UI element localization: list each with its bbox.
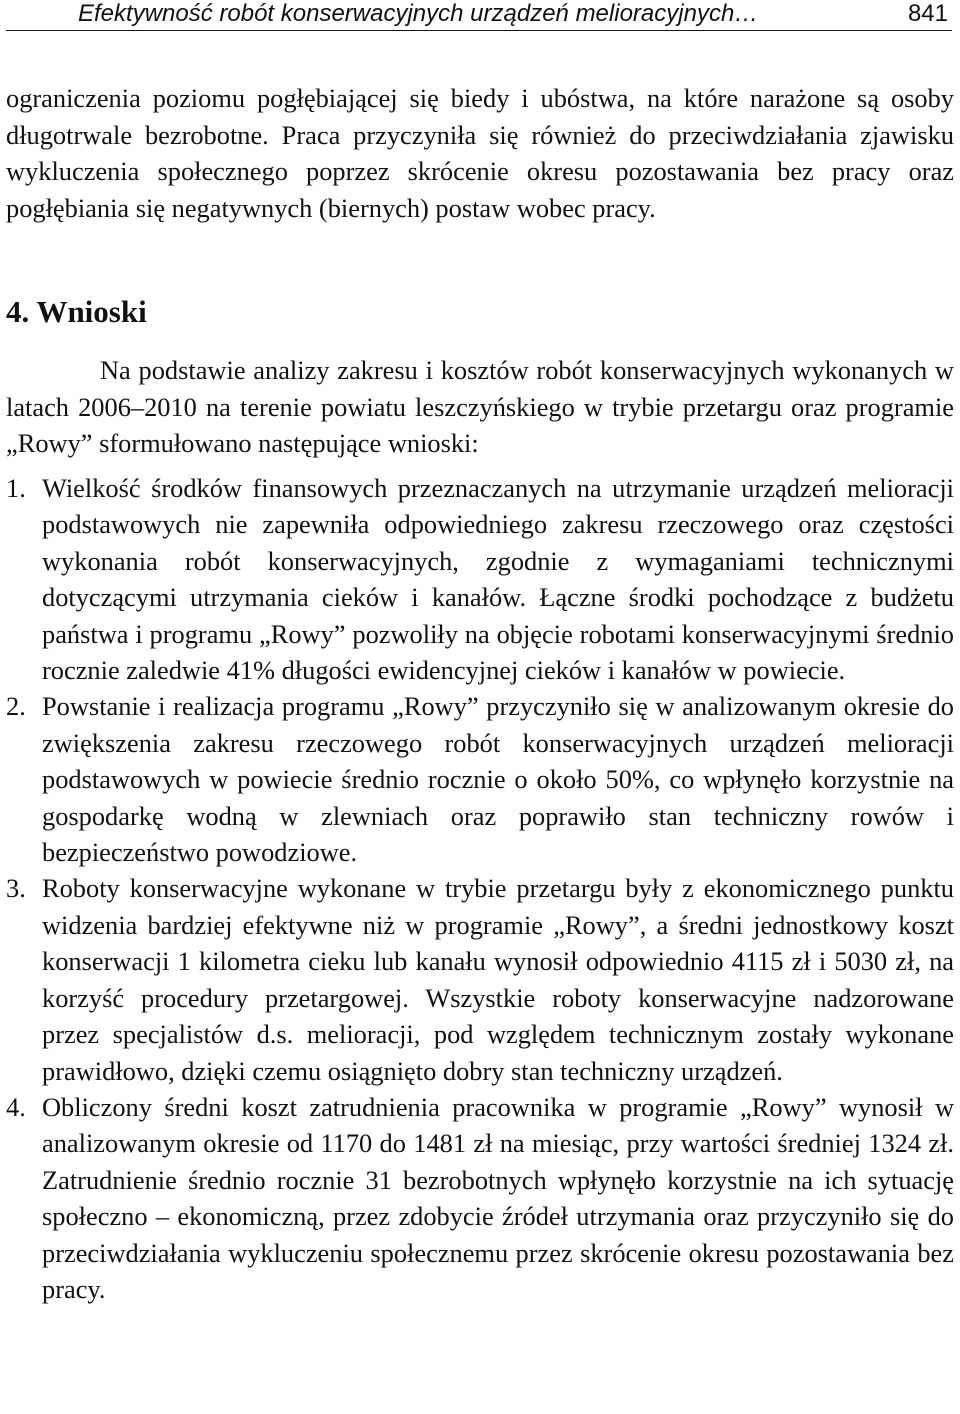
conclusion-text: Powstanie i realizacja programu „Rowy” przyczyniło się w analizowanym okresie do zwiększenia zakresu rzeczowego robót konserwacyjnych urządzeń melioracji podstawowych w powiecie średnio rocznie o około 50%, co wpłynęło korzystnie na gospodarkę wodną w zlewniach oraz poprawiło stan techniczny rowów i bezpieczeństwo powodziowe.	[42, 691, 954, 868]
conclusion-number: 3.	[6, 873, 26, 904]
conclusion-text: Wielkość środków finansowych przeznaczanych na utrzymanie urządzeń melioracji podstawowych nie zapewniła odpowiedniego zakresu rzeczowego oraz częstości wykonania robót konserwacyjnych, zgodnie z wymaganiami technicznymi dotyczącymi utrzymania cieków i kanałów. Łączne środki pochodzące z budżetu państwa i programu „Rowy” pozwoliły na objęcie robotami konserwacyjnymi średnio rocznie zaledwie 41% długości ewidencyjnej cieków i kanałów w powiecie.	[42, 473, 954, 686]
conclusions-list	[6, 470, 954, 1307]
conclusion-number: 1.	[6, 473, 26, 503]
continuation-paragraph: ograniczenia poziomu pogłębiającej się biedy i ubóstwa, na które narażone są osoby długotrwale bezrobotne. Praca przyczyniła się również do przeciwdziałania zjawisku wykluczenia społecznego poprzez skrócenie okresu pozostawania bez pracy oraz pogłębiania się negatywnych (biernych) postaw wobec pracy.	[6, 83, 954, 223]
conclusion-number: 4.	[6, 1091, 26, 1122]
conclusion-item	[6, 1089, 954, 1307]
conclusion-item	[6, 870, 954, 1088]
conclusions-intro: Na podstawie analizy zakresu i kosztów robót konserwacyjnych wykonanych w latach 2006–2010 na terenie powiatu leszczyńskiego w trybie przetargu oraz programie „Rowy” sformułowano następujące wnioski:	[6, 355, 954, 459]
conclusion-number: 2.	[6, 691, 26, 722]
section-heading: 4. Wnioski	[6, 293, 147, 329]
page-number: 841	[907, 0, 948, 27]
conclusion-text: Obliczony średni koszt zatrudnienia pracownika w programie „Rowy” wynosił w analizowanym okresie od 1170 do 1481 zł na miesiąc, przy wartości średniej 1324 zł. Zatrudnienie średnio rocznie 31 bezrobotnych wpłynęło korzystnie na ich sytuację społeczno – ekonomiczną, przez zdobycie źródeł utrzymania oraz przyczyniło się do przeciwdziałania wykluczeniu społecznemu przez skrócenie okresu pozostawania bez pracy.	[42, 1091, 954, 1304]
running-head	[6, 0, 952, 31]
conclusion-item	[6, 688, 954, 870]
conclusion-item	[6, 470, 954, 688]
running-title: Efektywność robót konserwacyjnych urządzeń melioracyjnych…	[78, 0, 759, 27]
conclusion-text: Roboty konserwacyjne wykonane w trybie przetargu były z ekonomicznego punktu widzenia bardziej efektywne niż w programie „Rowy”, a średni jednostkowy koszt konserwacji 1 kilometra cieku lub kanału wynosił odpowiednio 4115 zł i 5030 zł, na korzyść procedury przetargowej. Wszystkie roboty konserwacyjne nadzorowane przez specjalistów d.s. melioracji, pod względem technicznym zostały wykonane prawidłowo, dzięki czemu osiągnięto dobry stan techniczny urządzeń.	[42, 873, 954, 1086]
